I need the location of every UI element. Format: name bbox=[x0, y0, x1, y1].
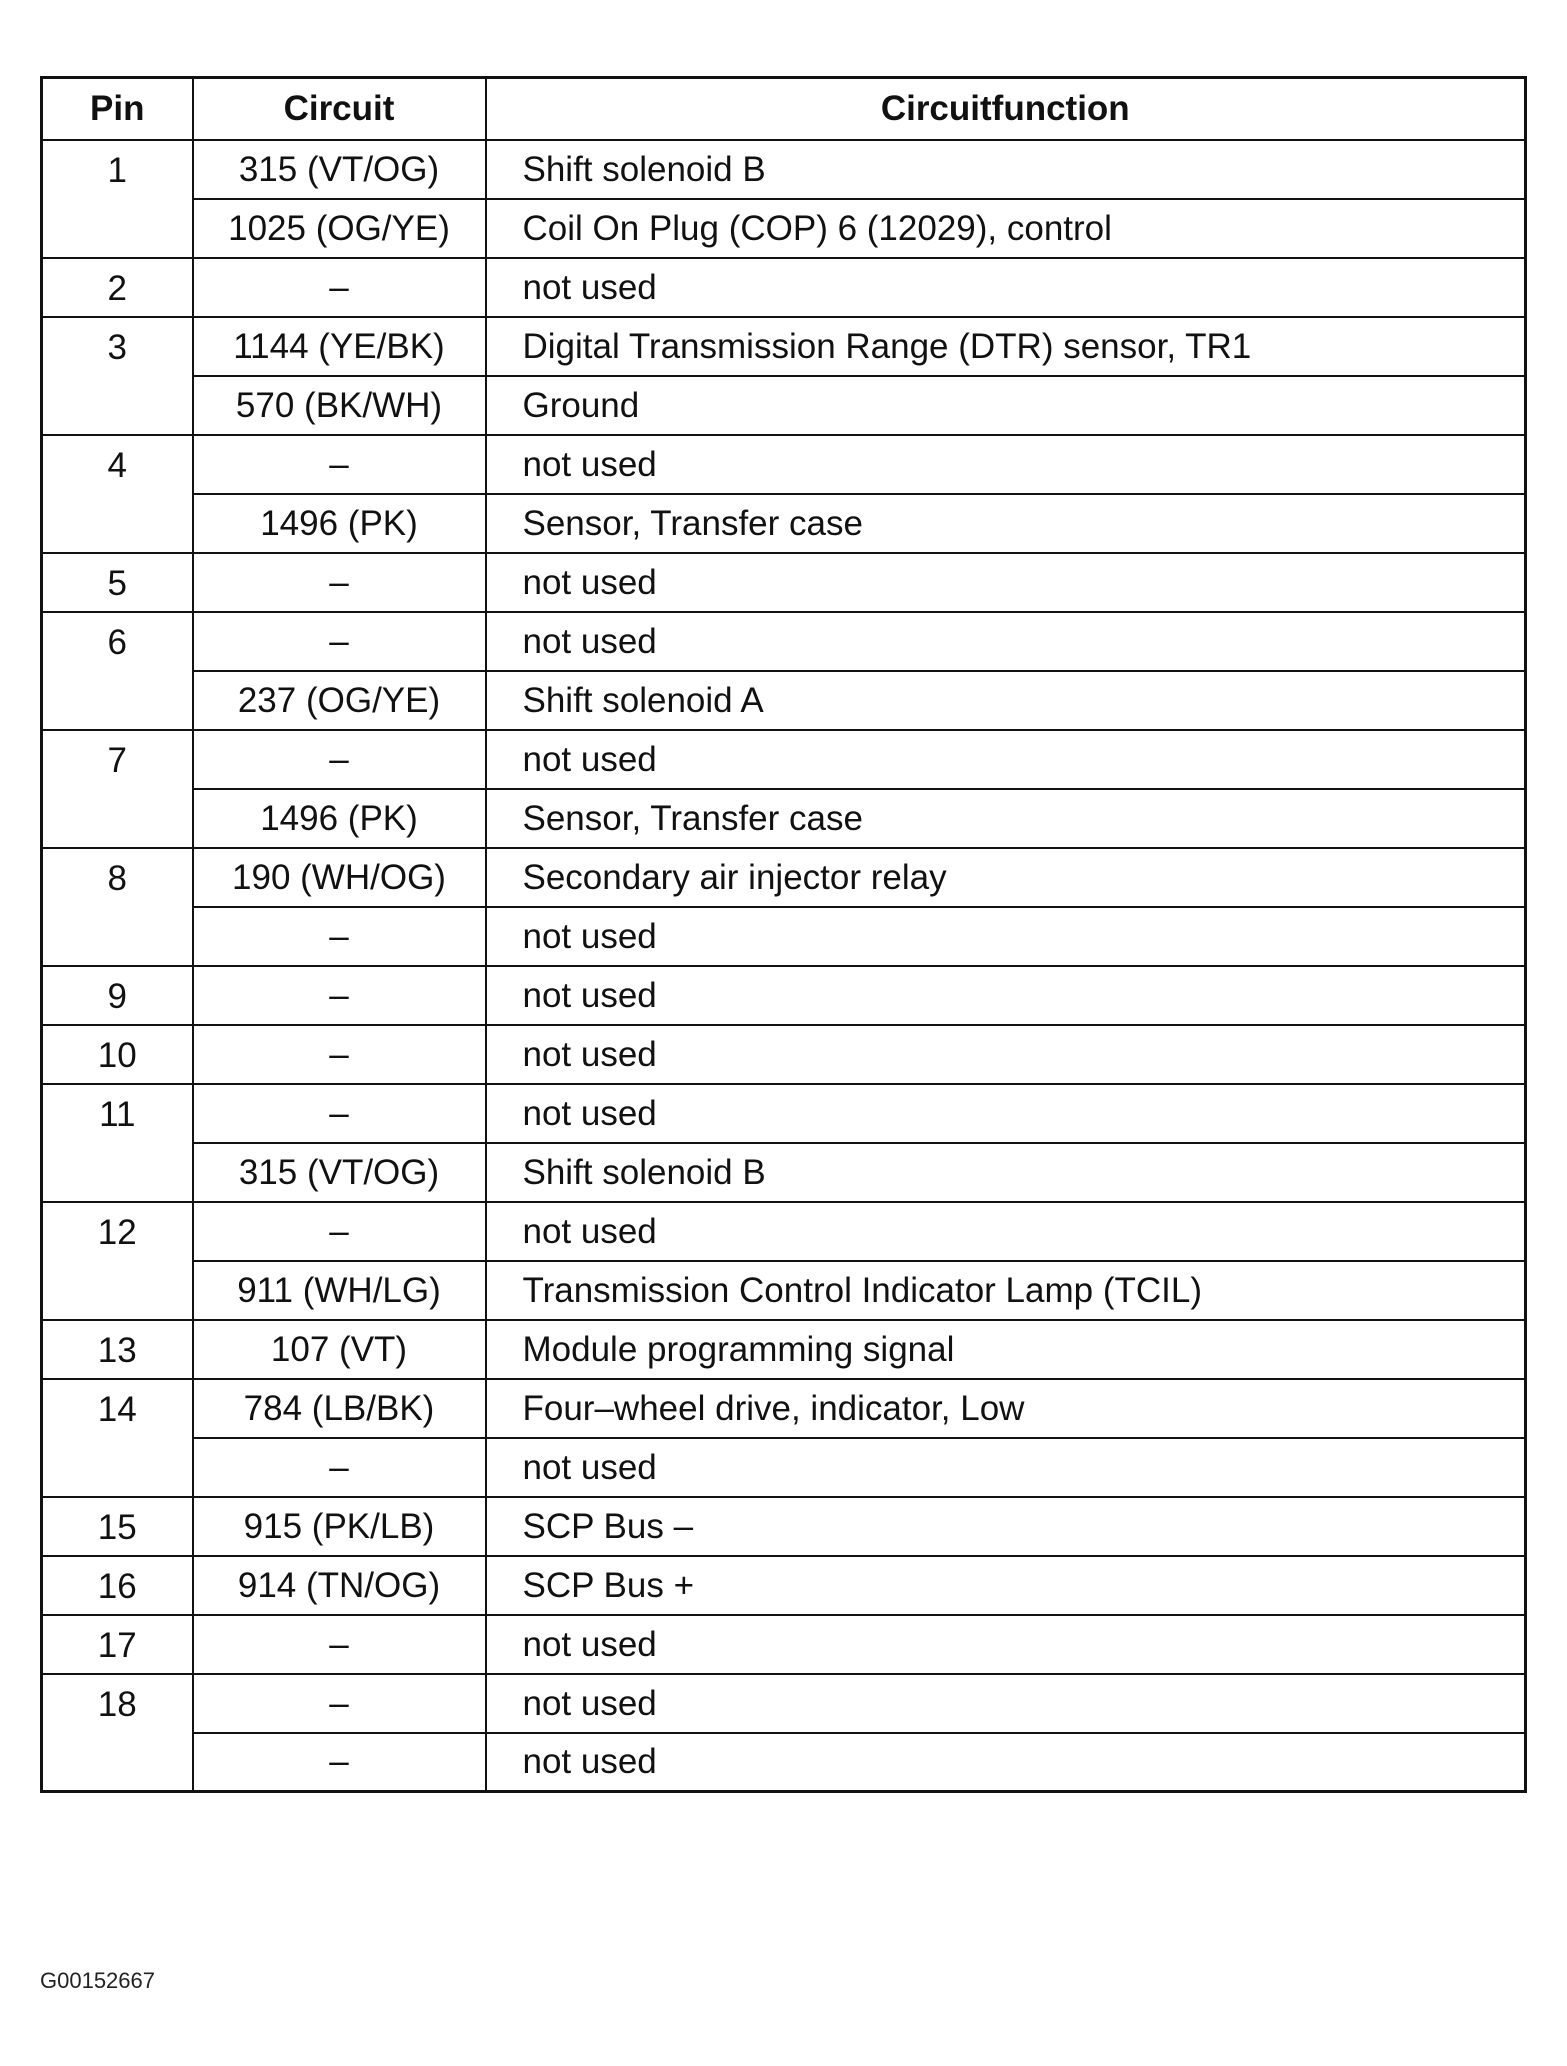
table-row bbox=[42, 789, 1526, 848]
pin-column-header: Pin bbox=[42, 78, 193, 140]
table-row bbox=[42, 1556, 1526, 1615]
pin-number: 4 bbox=[42, 435, 193, 553]
table-row bbox=[42, 435, 1526, 494]
pin-number: 1 bbox=[42, 140, 193, 258]
circuit-cell: – bbox=[193, 1202, 486, 1261]
function-cell: Shift solenoid A bbox=[486, 671, 1526, 730]
table-row bbox=[42, 1733, 1526, 1792]
circuit-cell: 315 (VT/OG) bbox=[193, 1143, 486, 1202]
table-row bbox=[42, 199, 1526, 258]
table-row bbox=[42, 258, 1526, 317]
table-row bbox=[42, 1025, 1526, 1084]
pin-number: 6 bbox=[42, 612, 193, 730]
circuit-column-header: Circuit bbox=[193, 78, 486, 140]
circuit-cell: 915 (PK/LB) bbox=[193, 1497, 486, 1556]
circuit-cell: – bbox=[193, 1025, 486, 1084]
circuit-cell: 1496 (PK) bbox=[193, 789, 486, 848]
circuit-cell: 911 (WH/LG) bbox=[193, 1261, 486, 1320]
function-cell: Shift solenoid B bbox=[486, 1143, 1526, 1202]
table-row bbox=[42, 1497, 1526, 1556]
pin-number: 12 bbox=[42, 1202, 193, 1320]
table-row bbox=[42, 1438, 1526, 1497]
function-cell: Shift solenoid B bbox=[486, 140, 1526, 199]
function-cell: Digital Transmission Range (DTR) sensor, TR1 bbox=[486, 317, 1526, 376]
circuit-cell: 784 (LB/BK) bbox=[193, 1379, 486, 1438]
pin-number: 10 bbox=[42, 1025, 193, 1084]
pin-number: 13 bbox=[42, 1320, 193, 1379]
table-row bbox=[42, 907, 1526, 966]
circuit-cell: 1144 (YE/BK) bbox=[193, 317, 486, 376]
circuit-cell: 190 (WH/OG) bbox=[193, 848, 486, 907]
table-row bbox=[42, 494, 1526, 553]
pin-number: 15 bbox=[42, 1497, 193, 1556]
function-cell: not used bbox=[486, 1733, 1526, 1792]
pin-number: 16 bbox=[42, 1556, 193, 1615]
function-cell: Ground bbox=[486, 376, 1526, 435]
function-cell: not used bbox=[486, 730, 1526, 789]
function-cell: not used bbox=[486, 1615, 1526, 1674]
circuit-cell: – bbox=[193, 730, 486, 789]
table-row bbox=[42, 671, 1526, 730]
function-cell: Sensor, Transfer case bbox=[486, 494, 1526, 553]
table-row bbox=[42, 612, 1526, 671]
function-cell: SCP Bus – bbox=[486, 1497, 1526, 1556]
table-row bbox=[42, 1261, 1526, 1320]
circuit-cell: – bbox=[193, 1084, 486, 1143]
function-cell: Coil On Plug (COP) 6 (12029), control bbox=[486, 199, 1526, 258]
connector-pinout-table bbox=[40, 76, 1527, 1793]
table-row bbox=[42, 848, 1526, 907]
function-cell: not used bbox=[486, 435, 1526, 494]
table-row bbox=[42, 1143, 1526, 1202]
function-cell: not used bbox=[486, 1025, 1526, 1084]
function-cell: not used bbox=[486, 1084, 1526, 1143]
function-cell: not used bbox=[486, 1674, 1526, 1733]
header-row bbox=[42, 78, 1526, 140]
circuit-cell: 1025 (OG/YE) bbox=[193, 199, 486, 258]
table-row bbox=[42, 376, 1526, 435]
function-cell: Secondary air injector relay bbox=[486, 848, 1526, 907]
function-cell: not used bbox=[486, 258, 1526, 317]
circuit-cell: – bbox=[193, 1438, 486, 1497]
table-row bbox=[42, 553, 1526, 612]
circuit-cell: – bbox=[193, 1733, 486, 1792]
table-row bbox=[42, 966, 1526, 1025]
pin-number: 3 bbox=[42, 317, 193, 435]
circuit-cell: 237 (OG/YE) bbox=[193, 671, 486, 730]
table-row bbox=[42, 1674, 1526, 1733]
pin-number: 17 bbox=[42, 1615, 193, 1674]
table-row bbox=[42, 317, 1526, 376]
circuit-cell: 107 (VT) bbox=[193, 1320, 486, 1379]
function-cell: Module programming signal bbox=[486, 1320, 1526, 1379]
function-cell: not used bbox=[486, 553, 1526, 612]
table-body bbox=[42, 140, 1526, 1792]
circuit-cell: – bbox=[193, 1615, 486, 1674]
figure-id: G00152667 bbox=[40, 1968, 155, 1993]
pin-number: 11 bbox=[42, 1084, 193, 1202]
table-row bbox=[42, 1615, 1526, 1674]
function-cell: SCP Bus + bbox=[486, 1556, 1526, 1615]
function-cell: Transmission Control Indicator Lamp (TCIL) bbox=[486, 1261, 1526, 1320]
circuit-cell: – bbox=[193, 612, 486, 671]
table-row bbox=[42, 1084, 1526, 1143]
pin-number: 2 bbox=[42, 258, 193, 317]
circuit-cell: 315 (VT/OG) bbox=[193, 140, 486, 199]
circuit-cell: – bbox=[193, 435, 486, 494]
pin-number: 7 bbox=[42, 730, 193, 848]
circuit-cell: – bbox=[193, 907, 486, 966]
circuit-cell: 570 (BK/WH) bbox=[193, 376, 486, 435]
function-cell: not used bbox=[486, 966, 1526, 1025]
function-cell: Sensor, Transfer case bbox=[486, 789, 1526, 848]
pin-number: 9 bbox=[42, 966, 193, 1025]
circuit-cell: – bbox=[193, 1674, 486, 1733]
function-cell: not used bbox=[486, 612, 1526, 671]
function-cell: not used bbox=[486, 907, 1526, 966]
table-row bbox=[42, 140, 1526, 199]
circuit-cell: 1496 (PK) bbox=[193, 494, 486, 553]
circuit-cell: – bbox=[193, 966, 486, 1025]
circuit-cell: 914 (TN/OG) bbox=[193, 1556, 486, 1615]
circuit-cell: – bbox=[193, 258, 486, 317]
table-row bbox=[42, 1202, 1526, 1261]
function-cell: not used bbox=[486, 1438, 1526, 1497]
circuit-cell: – bbox=[193, 553, 486, 612]
table-row bbox=[42, 1379, 1526, 1438]
function-cell: not used bbox=[486, 1202, 1526, 1261]
pin-number: 5 bbox=[42, 553, 193, 612]
pin-number: 14 bbox=[42, 1379, 193, 1497]
function-cell: Four–wheel drive, indicator, Low bbox=[486, 1379, 1526, 1438]
function-column-header: Circuitfunction bbox=[486, 78, 1526, 140]
table-row bbox=[42, 730, 1526, 789]
pin-number: 8 bbox=[42, 848, 193, 966]
table-row bbox=[42, 1320, 1526, 1379]
pin-number: 18 bbox=[42, 1674, 193, 1792]
